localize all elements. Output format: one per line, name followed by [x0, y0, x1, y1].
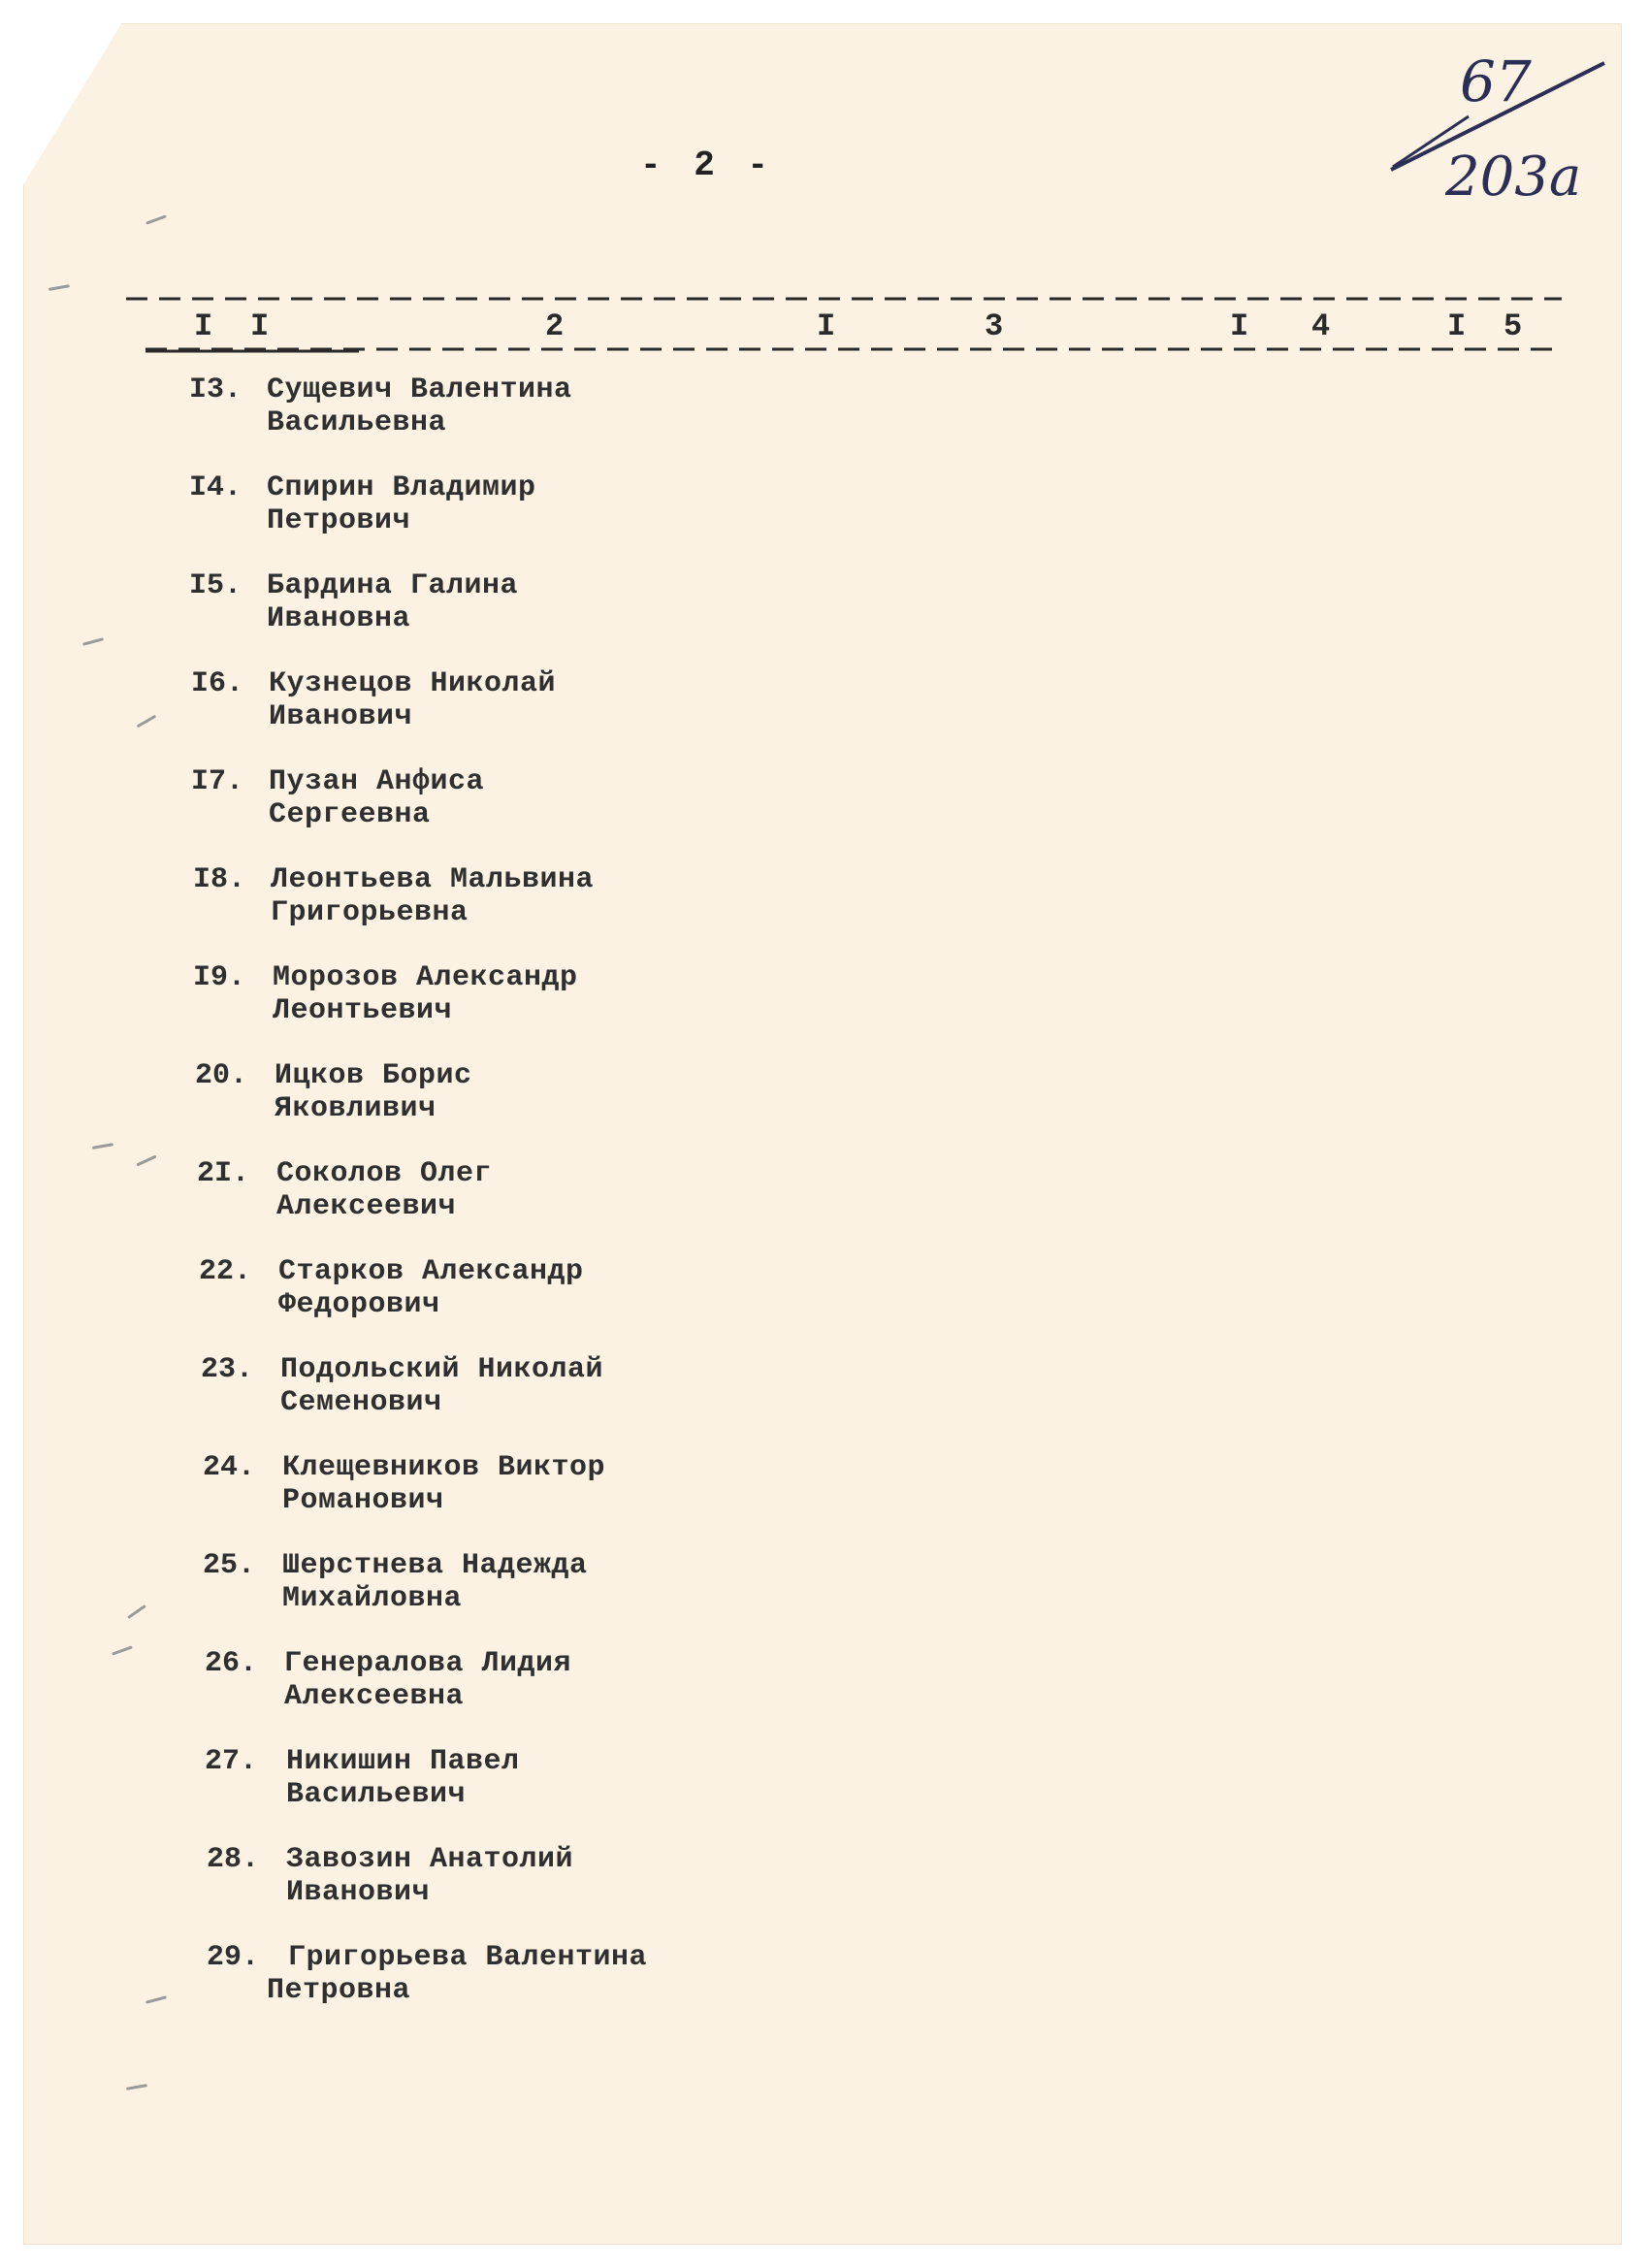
list-item — [189, 667, 868, 745]
entry-patronymic: Семенович — [280, 1386, 442, 1419]
entry-number: 24. — [203, 1451, 256, 1484]
entry-patronymic: Ивановна — [267, 602, 411, 635]
entry-patronymic: Петровна — [267, 1974, 411, 2007]
entry-name: Соколов Олег — [276, 1157, 493, 1190]
folio-new-number: 203а — [1445, 146, 1582, 209]
table-column-numbers — [126, 308, 1562, 357]
column-number: 3 — [985, 308, 1004, 344]
entry-patronymic: Васильевна — [267, 406, 447, 439]
column-separator: I — [250, 308, 270, 344]
entry-patronymic: Романович — [282, 1484, 444, 1517]
entry-patronymic: Иванович — [269, 700, 413, 733]
entry-patronymic: Васильевич — [286, 1778, 467, 1811]
entry-name: Старков Александр — [278, 1255, 584, 1288]
list-item — [189, 1745, 868, 1823]
archive-folio-mark — [1368, 49, 1591, 233]
entry-name: Бардина Галина — [267, 569, 519, 602]
entry-name: Ицков Борис — [275, 1059, 472, 1092]
entry-number: 2I. — [197, 1157, 250, 1190]
entry-number: I8. — [193, 863, 246, 896]
entry-number: I4. — [189, 471, 242, 504]
list-item — [189, 1059, 868, 1137]
entry-name: Пузан Анфиса — [269, 765, 485, 798]
entry-patronymic: Иванович — [286, 1876, 431, 1909]
entry-number: 28. — [207, 1843, 260, 1876]
entry-patronymic: Григорьевна — [271, 896, 469, 929]
entry-number: 25. — [203, 1549, 256, 1582]
entry-name: Генералова Лидия — [284, 1647, 572, 1680]
column-separator: I — [1230, 308, 1249, 344]
entry-name: Леонтьева Мальвина — [271, 863, 595, 896]
entry-patronymic: Петрович — [267, 504, 411, 537]
entry-patronymic: Алексеевна — [284, 1680, 465, 1713]
list-item — [189, 1157, 868, 1235]
entry-patronymic: Сергеевна — [269, 798, 431, 831]
column-number: 4 — [1311, 308, 1331, 344]
list-item — [189, 1353, 868, 1431]
list-item — [189, 1255, 868, 1333]
entry-patronymic: Яковливич — [275, 1092, 436, 1125]
list-item — [189, 569, 868, 647]
list-item — [189, 863, 868, 941]
column-separator: I — [1447, 308, 1467, 344]
torn-corner — [0, 0, 136, 223]
list-item — [189, 373, 868, 451]
entry-patronymic: Михайловна — [282, 1582, 463, 1615]
folio-old-number: 67 — [1460, 49, 1532, 114]
entry-patronymic: Алексеевич — [276, 1190, 457, 1223]
entry-name: Клещевников Виктор — [282, 1451, 606, 1484]
entry-name: Завозин Анатолий — [286, 1843, 574, 1876]
entry-name: Никишин Павел — [286, 1745, 520, 1778]
entry-name: Подольский Николай — [280, 1353, 604, 1386]
entry-number: 26. — [205, 1647, 258, 1680]
list-item — [189, 961, 868, 1039]
entry-number: I6. — [191, 667, 244, 700]
entry-number: 29. — [207, 1941, 260, 1974]
entry-number: I5. — [189, 569, 242, 602]
column-number: 2 — [545, 308, 565, 344]
entry-number: 23. — [201, 1353, 254, 1386]
entry-number: I7. — [191, 765, 244, 798]
entry-number: 22. — [199, 1255, 252, 1288]
entry-name: Сущевич Валентина — [267, 373, 572, 406]
entry-patronymic: Леонтьевич — [273, 994, 453, 1027]
column-number: 5 — [1504, 308, 1523, 344]
entry-number: 20. — [195, 1059, 248, 1092]
column-separator: I — [817, 308, 836, 344]
entry-name: Спирин Владимир — [267, 471, 536, 504]
entry-name: Григорьева Валентина — [288, 1941, 648, 1974]
entry-name: Кузнецов Николай — [269, 667, 557, 700]
entry-number: I9. — [193, 961, 246, 994]
entry-number: 27. — [205, 1745, 258, 1778]
entry-name: Шерстнева Надежда — [282, 1549, 588, 1582]
list-item — [189, 1451, 868, 1529]
entry-name: Морозов Александр — [273, 961, 578, 994]
list-item — [189, 1647, 868, 1725]
entry-number: I3. — [189, 373, 242, 406]
list-item — [189, 1549, 868, 1627]
list-item — [189, 1941, 868, 2019]
list-item — [189, 471, 868, 549]
page-number: - 2 - — [640, 146, 775, 185]
list-item — [189, 1843, 868, 1921]
list-item — [189, 765, 868, 843]
entry-patronymic: Федорович — [278, 1288, 440, 1321]
column-number: I — [194, 308, 213, 344]
